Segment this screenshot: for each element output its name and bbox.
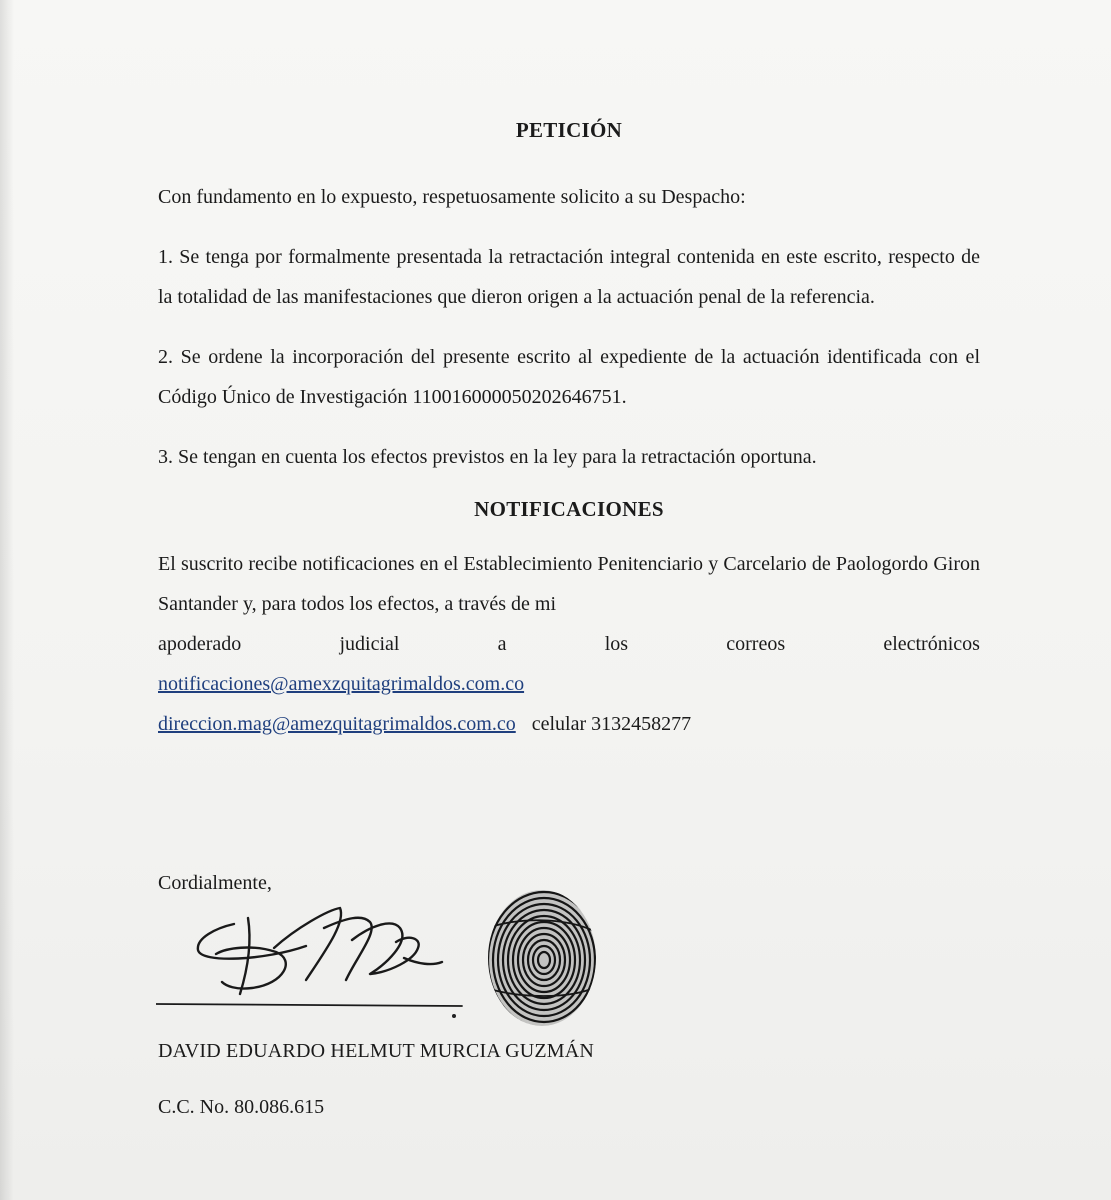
signer-name: DAVID EDUARDO HELMUT MURCIA GUZMÁN bbox=[158, 1040, 595, 1062]
word: correos bbox=[726, 633, 786, 655]
word: a bbox=[497, 633, 507, 655]
request-3: 3. Se tengan en cuenta los efectos previstos en la ley para la retractación oportuna. bbox=[158, 446, 817, 468]
handwritten-signature bbox=[156, 888, 476, 1018]
signer-id: C.C. No. 80.086.615 bbox=[158, 1096, 325, 1118]
notificaciones-last-line bbox=[158, 624, 980, 664]
word: electrónicos bbox=[883, 633, 980, 655]
word: apoderado bbox=[158, 633, 242, 655]
request-1: 1. Se tenga por formalmente presentada la retractación integral contenida en este escrito, respecto de la totalidad de las manifestaciones que dieron origen a la actuación penal de la referencia. bbox=[158, 246, 980, 308]
document-body bbox=[158, 118, 980, 744]
page-edge-shadow bbox=[0, 0, 14, 1200]
request-2: 2. Se ordene la incorporación del presente escrito al expediente de la actuación identificada con el Código Único de Investigación 110016000050202646751. bbox=[158, 346, 980, 408]
notificaciones-paragraph: El suscrito recibe notificaciones en el Establecimiento Penitenciario y Carcelario de Paologordo Giron Santander y, para todos los efectos, a través de mi bbox=[158, 553, 980, 615]
email-link-1[interactable]: notificaciones@amexzquitagrimaldos.com.co bbox=[158, 673, 525, 695]
fingerprint-mark bbox=[484, 888, 600, 1028]
cellphone-label: celular 3132458277 bbox=[531, 713, 692, 735]
contact-line bbox=[158, 704, 980, 744]
intro-paragraph: Con fundamento en lo expuesto, respetuosamente solicito a su Despacho: bbox=[158, 186, 746, 208]
word: judicial bbox=[339, 633, 400, 655]
ink-dot bbox=[452, 1014, 456, 1018]
word: los bbox=[604, 633, 629, 655]
closing-text: Cordialmente, bbox=[158, 872, 272, 894]
heading-notificaciones: NOTIFICACIONES bbox=[474, 497, 664, 521]
heading-peticion: PETICIÓN bbox=[515, 118, 623, 142]
email-link-2[interactable]: direccion.mag@amezquitagrimaldos.com.co bbox=[158, 713, 516, 735]
